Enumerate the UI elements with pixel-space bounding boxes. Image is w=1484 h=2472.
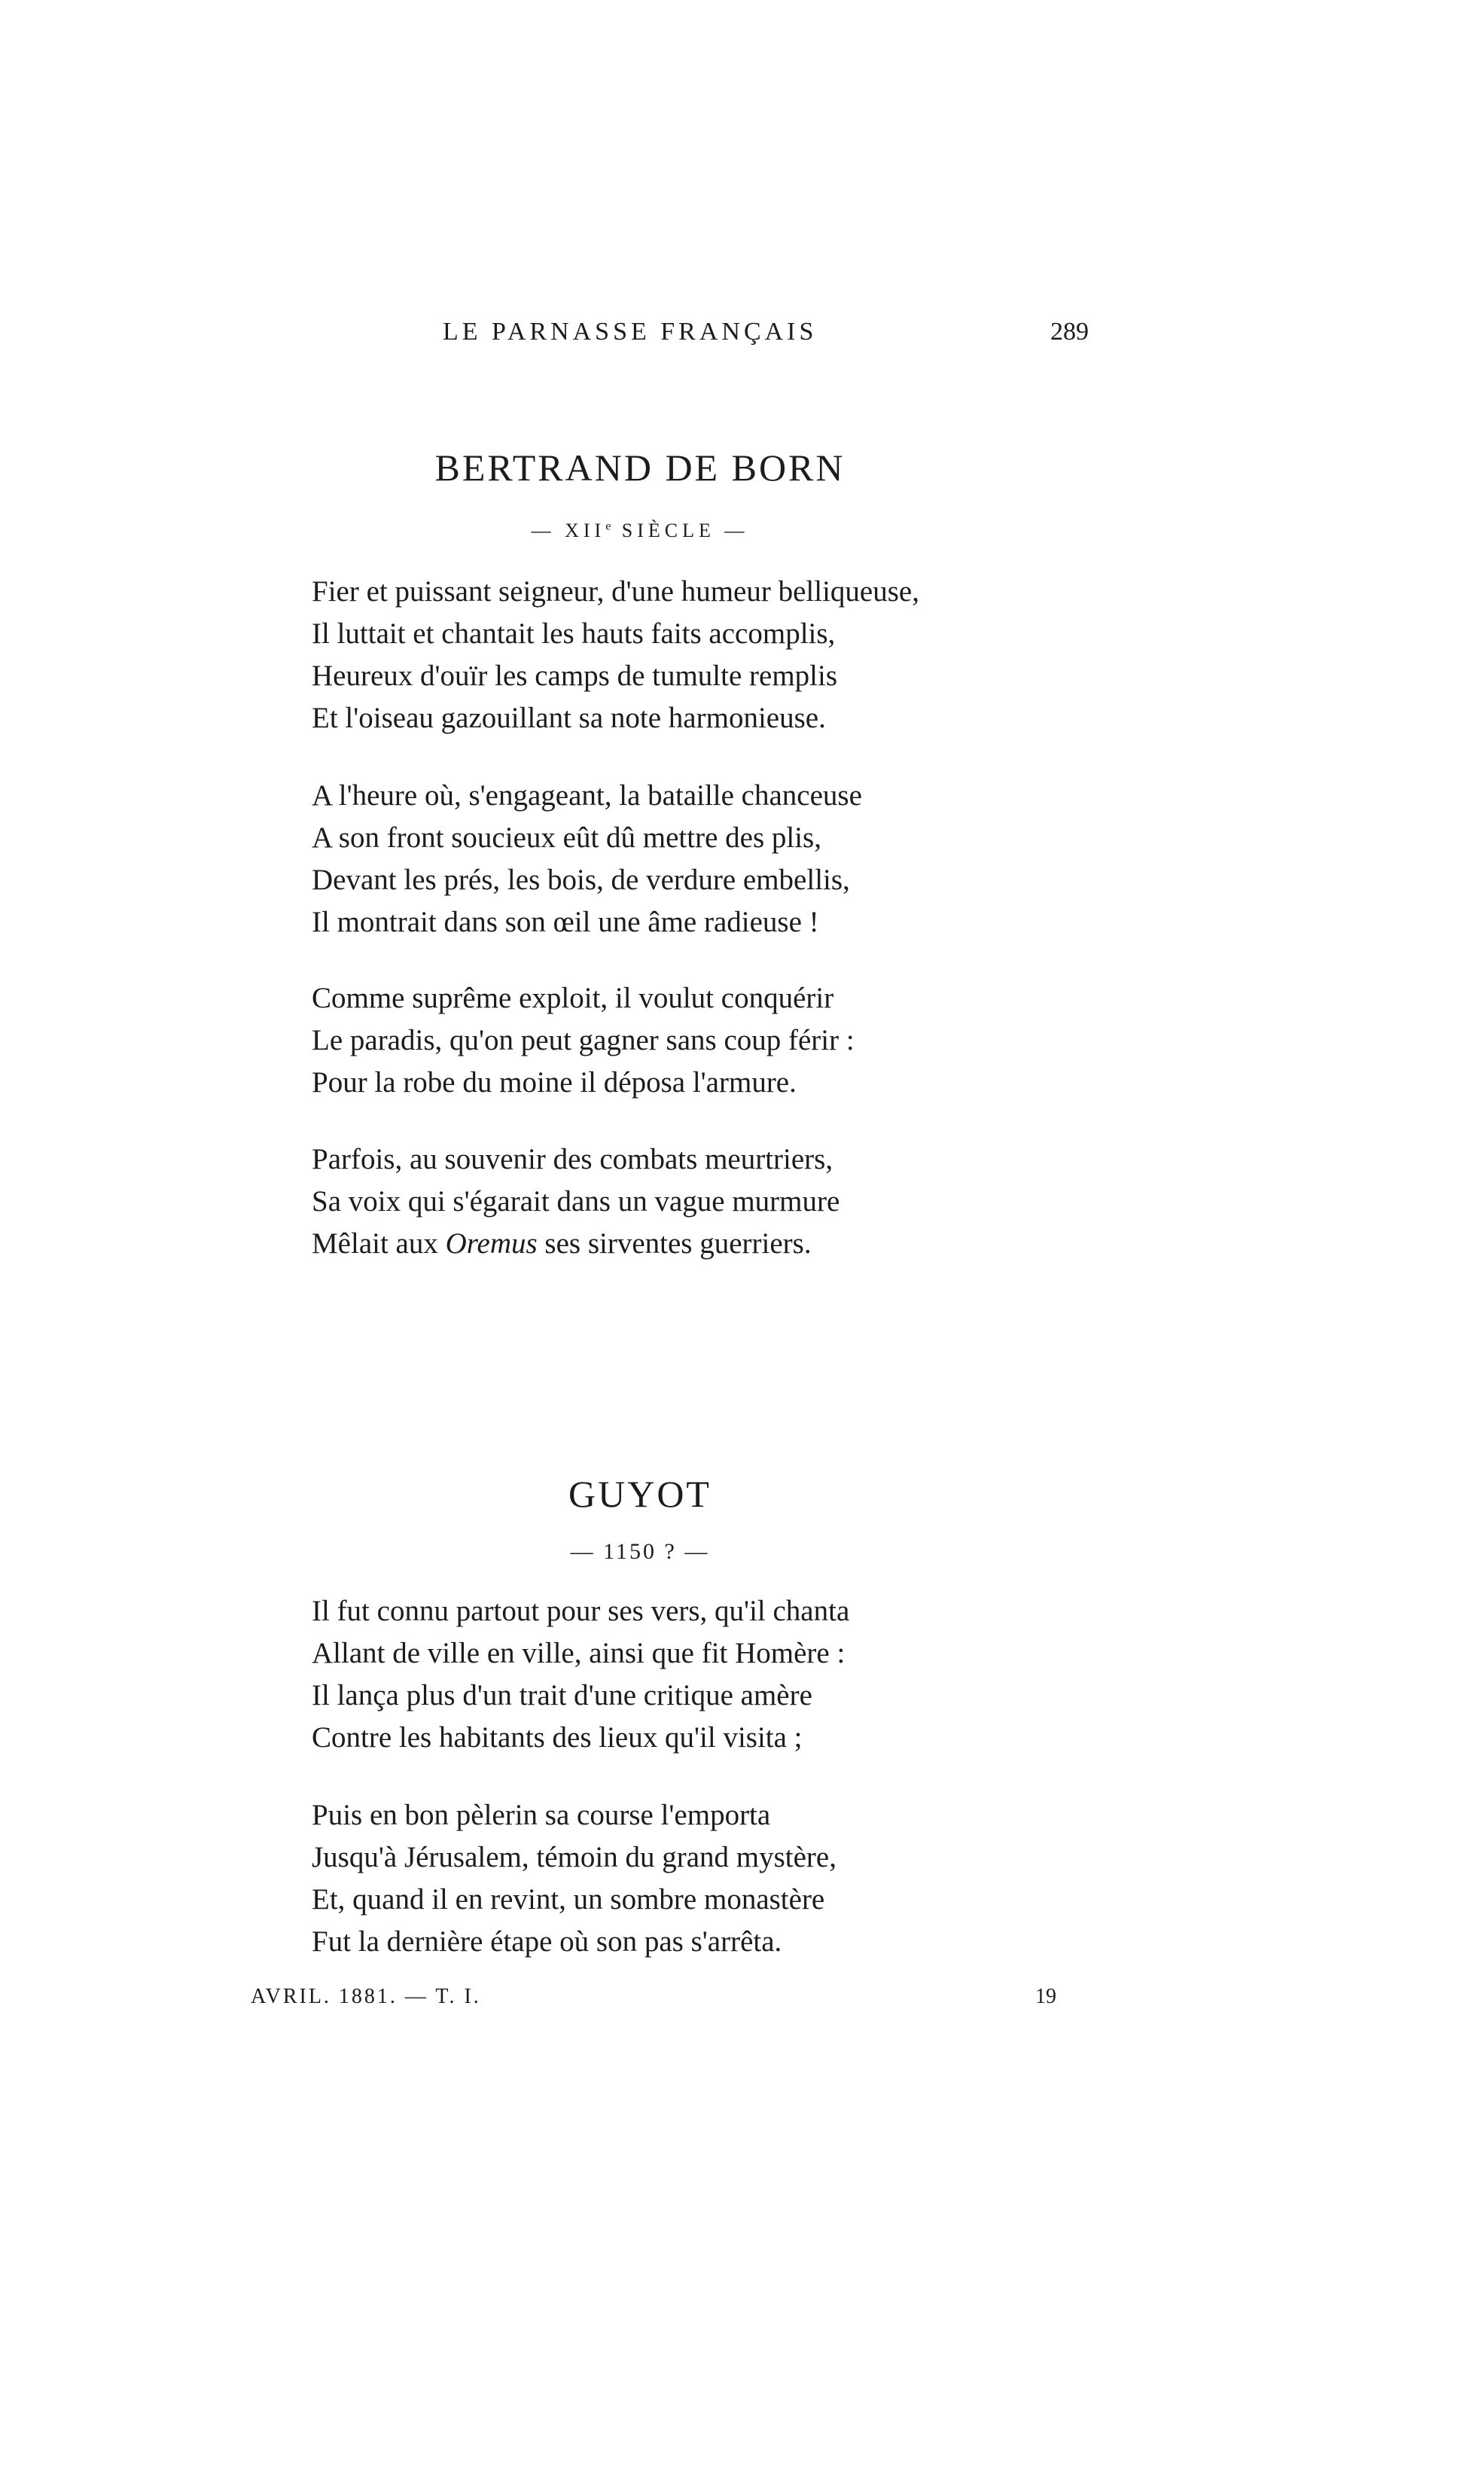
verse-line: Comme suprême exploit, il voulut conquérir <box>312 982 834 1014</box>
italic-word: Oremus <box>445 1227 538 1260</box>
verse-text: Mêlait aux <box>312 1227 446 1260</box>
verse-line: Le paradis, qu'on peut gagner sans coup férir : <box>312 1024 855 1056</box>
stanza <box>312 775 862 943</box>
stanza <box>312 1590 849 1759</box>
verse-line: Et, quand il en revint, un sombre monastère <box>312 1883 825 1916</box>
verse-line: Devant les prés, les bois, de verdure embellis, <box>312 864 850 896</box>
verse-line: Sa voix qui s'égarait dans un vague murmure <box>312 1185 840 1218</box>
running-header <box>0 318 1484 355</box>
verse-line: Allant de ville en ville, ainsi que fit Homère : <box>312 1637 846 1669</box>
stanza <box>312 977 855 1104</box>
poem-title-bertrand-de-born: BERTRAND DE BORN <box>434 447 846 489</box>
verse-line: Fier et puissant seigneur, d'une humeur belliqueuse, <box>312 575 919 608</box>
subtitle-superscript: e <box>605 520 613 533</box>
running-title: LE PARNASSE FRANÇAIS <box>443 318 818 346</box>
verse-line: Il luttait et chantait les hauts faits accomplis, <box>312 617 836 650</box>
signature-number: 19 <box>1035 1985 1056 2008</box>
poem-subtitle-century <box>0 520 1280 542</box>
verse-line: Et l'oiseau gazouillant sa note harmonieuse. <box>312 702 826 734</box>
verse-text: ses sirventes guerriers. <box>537 1227 812 1260</box>
stanza <box>312 571 919 739</box>
verse-line: Heureux d'ouïr les camps de tumulte remplis <box>312 660 838 692</box>
verse-line: Puis en bon pèlerin sa course l'emporta <box>312 1799 771 1831</box>
page-number: 289 <box>1050 318 1089 346</box>
poem-title-guyot: GUYOT <box>568 1473 712 1515</box>
verse-line: A l'heure où, s'engageant, la bataille chanceuse <box>312 779 862 812</box>
verse-line: Contre les habitants des lieux qu'il visita ; <box>312 1721 803 1754</box>
subtitle-prefix: — XII <box>531 520 606 541</box>
stanza <box>312 1794 836 1963</box>
footer-date-volume: AVRIL. 1881. — T. I. <box>251 1985 481 2008</box>
page-footer <box>0 1985 1484 2015</box>
verse-line: Il montrait dans son œil une âme radieuse ! <box>312 906 819 938</box>
verse-line: A son front soucieux eût dû mettre des plis, <box>312 821 821 854</box>
subtitle-suffix: SIÈCLE — <box>612 520 749 541</box>
poem-subtitle-date: — 1150 ? — <box>570 1539 710 1564</box>
verse-line: Il lança plus d'un trait d'une critique amère <box>312 1679 812 1712</box>
verse-line: Fut la dernière étape où son pas s'arrêta. <box>312 1925 782 1958</box>
verse-line: Pour la robe du moine il déposa l'armure. <box>312 1066 797 1099</box>
stanza <box>312 1138 840 1265</box>
verse-line: Jusqu'à Jérusalem, témoin du grand mystère, <box>312 1841 836 1873</box>
verse-line: Il fut connu partout pour ses vers, qu'il chanta <box>312 1595 850 1627</box>
verse-line: Parfois, au souvenir des combats meurtriers, <box>312 1143 833 1175</box>
verse-line-with-italic <box>312 1223 840 1265</box>
